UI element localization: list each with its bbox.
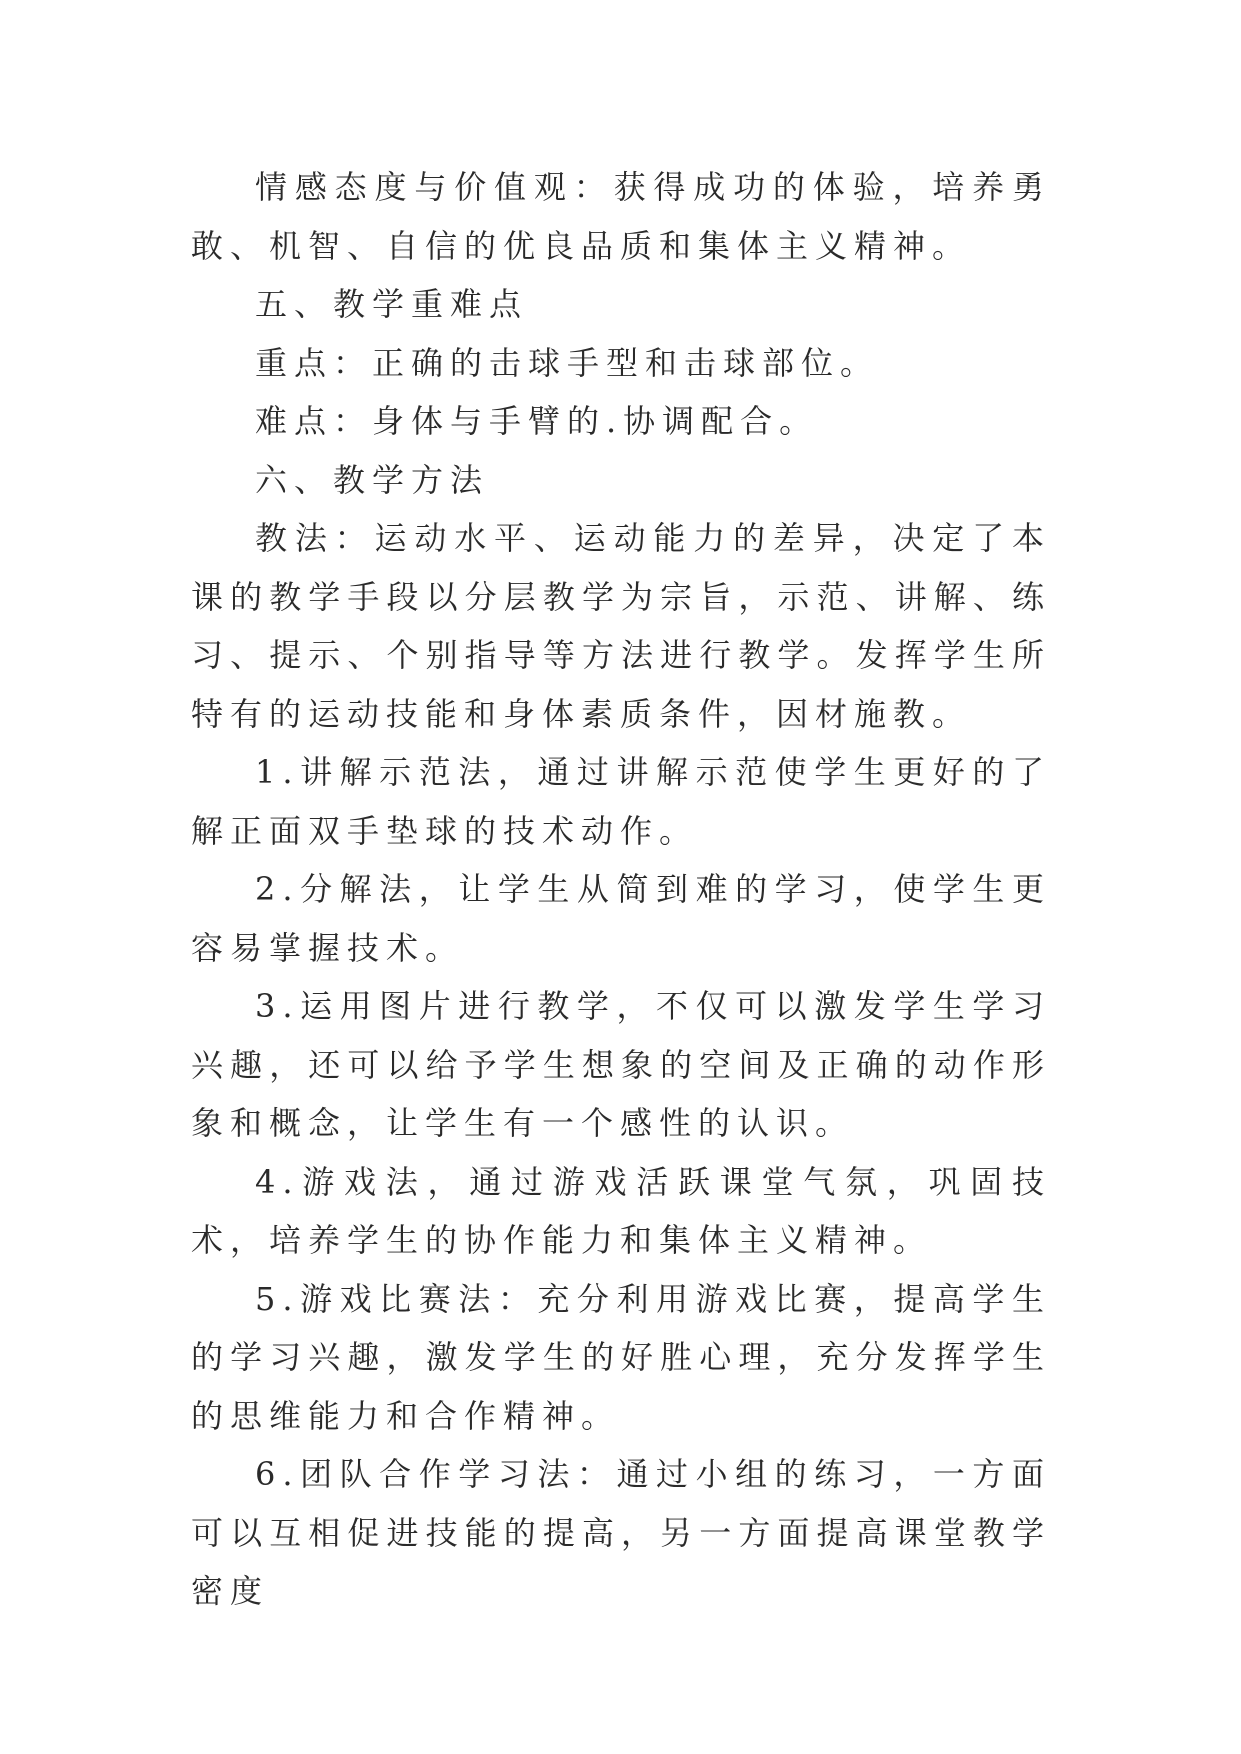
- list-item-method-5: 5.游戏比赛法：充分利用游戏比赛，提高学生的学习兴趣，激发学生的好胜心理，充分发挥学生的思维能力和合作精神。: [191, 1279, 1051, 1435]
- paragraph-teaching-approach: 教法：运动水平、运动能力的差异，决定了本课的教学手段以分层教学为宗旨，示范、讲解、练习、提示、个别指导等方法进行教学。发挥学生所特有的运动技能和身体素质条件，因材施教。: [191, 519, 1051, 733]
- list-item-method-1: 1.讲解示范法，通过讲解示范使学生更好的了解正面双手垫球的技术动作。: [191, 753, 1051, 850]
- list-item-method-4: 4.游戏法，通过游戏活跃课堂气氛，巩固技术，培养学生的协作能力和集体主义精神。: [191, 1162, 1051, 1259]
- heading-key-difficult-points: 五、教学重难点: [255, 285, 529, 323]
- paragraph-attitude-values: 情感态度与价值观：获得成功的体验，培养勇敢、机智、自信的优良品质和集体主义精神。: [191, 168, 1051, 265]
- paragraph-key-point: 重点：正确的击球手型和击球部位。: [255, 343, 880, 382]
- list-item-method-3: 3.运用图片进行教学，不仅可以激发学生学习兴趣，还可以给予学生想象的空间及正确的动作形象和概念，让学生有一个感性的认识。: [191, 987, 1051, 1142]
- list-item-method-2: 2.分解法，让学生从简到难的学习，使学生更容易掌握技术。: [191, 870, 1051, 967]
- list-item-method-6: 6.团队合作学习法：通过小组的练习，一方面可以互相促进技能的提高，另一方面提高课堂教学密度: [191, 1455, 1051, 1610]
- heading-teaching-methods: 六、教学方法: [255, 460, 490, 499]
- paragraph-difficult-point: 难点：身体与手臂的.协调配合。: [255, 402, 819, 440]
- document-body: [191, 158, 1051, 1621]
